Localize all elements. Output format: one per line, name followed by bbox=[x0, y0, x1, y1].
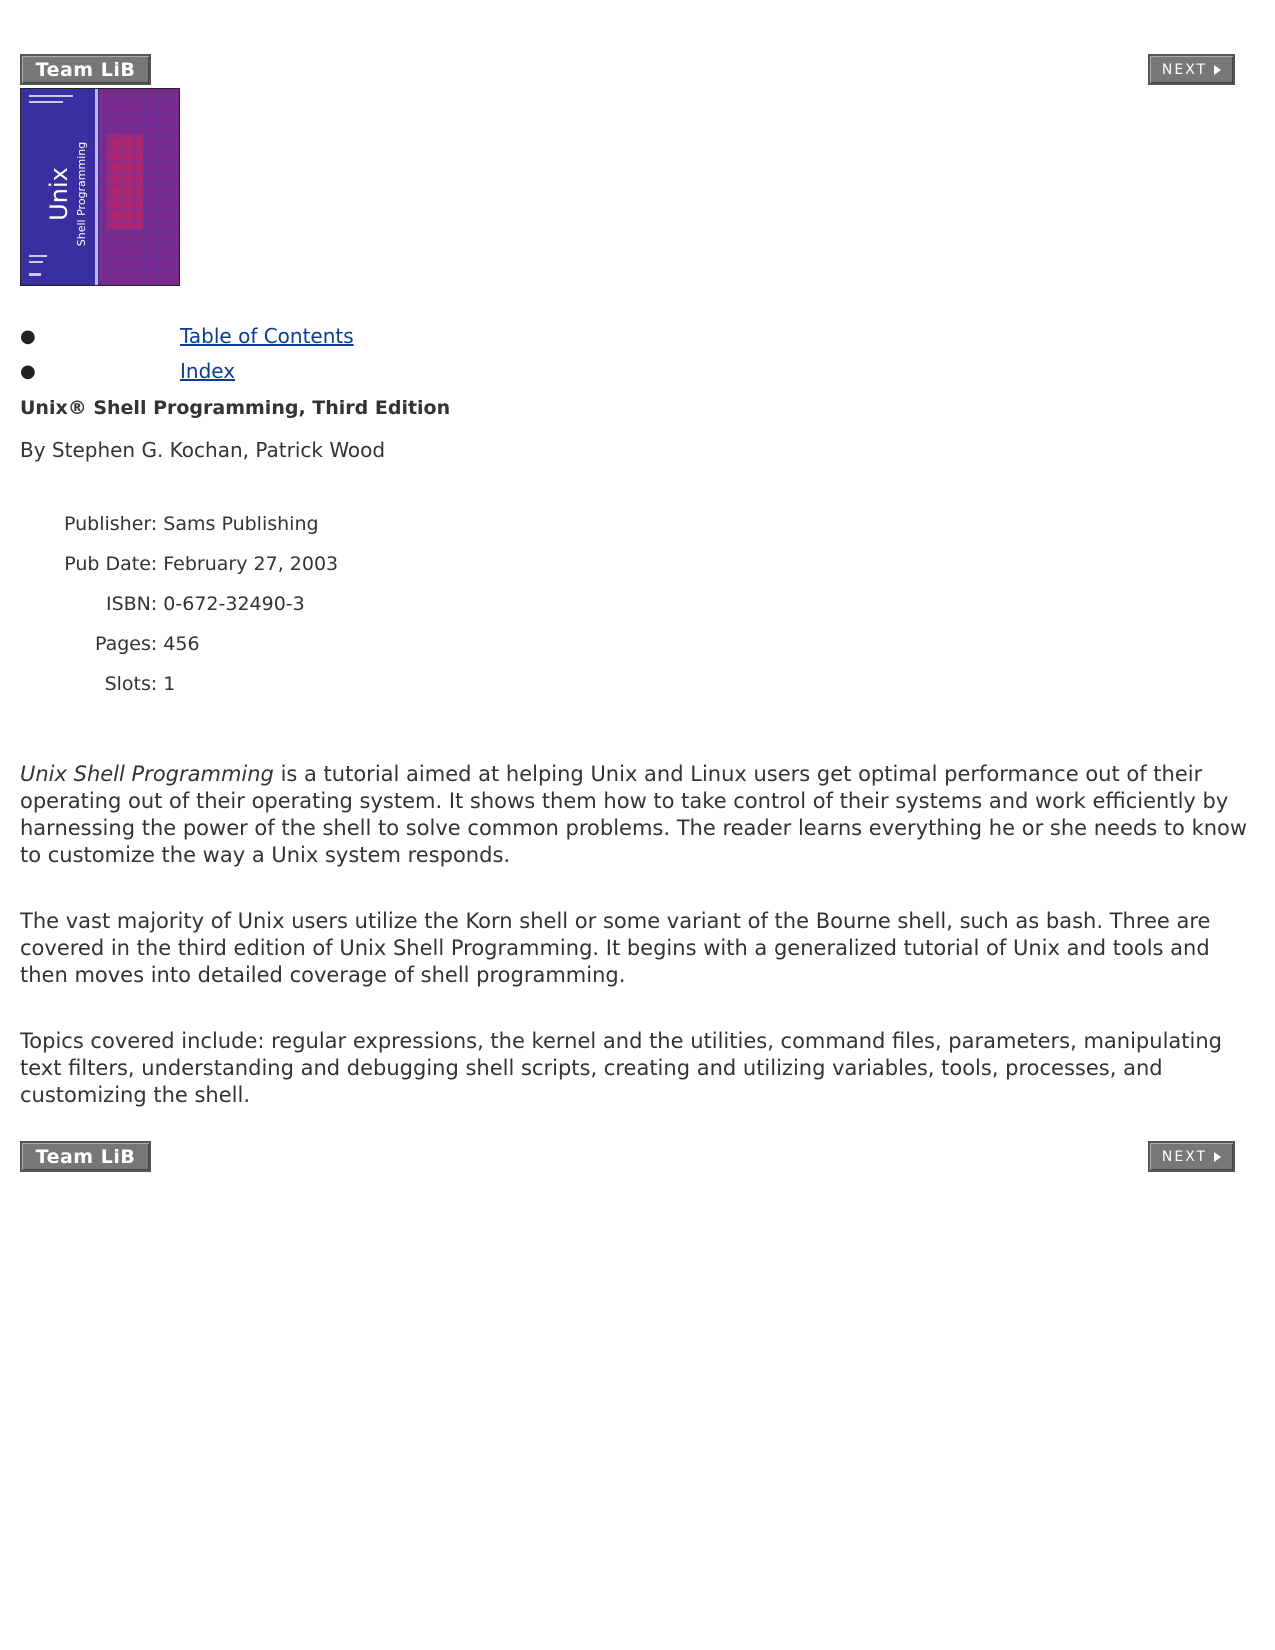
cover-title: Unix bbox=[45, 167, 73, 221]
book-title-emphasis: Unix Shell Programming bbox=[20, 762, 274, 786]
meta-value: 456 bbox=[163, 633, 200, 655]
book-title: Unix® Shell Programming, Third Edition bbox=[20, 397, 451, 419]
meta-key: Pages: bbox=[94, 633, 158, 655]
team-lib-label: Team LiB bbox=[35, 58, 136, 81]
meta-key: Pub Date: bbox=[64, 553, 158, 575]
book-metadata-table bbox=[64, 513, 338, 713]
chevron-right-icon bbox=[1214, 1152, 1221, 1162]
table-row bbox=[64, 553, 338, 593]
table-row bbox=[64, 633, 338, 673]
meta-key: ISBN: bbox=[105, 593, 158, 615]
meta-value: 0-672-32490-3 bbox=[163, 593, 305, 615]
meta-value: 1 bbox=[163, 673, 176, 695]
index-link[interactable]: Index bbox=[180, 359, 236, 383]
next-button-top[interactable] bbox=[1148, 54, 1235, 85]
table-of-contents-link[interactable]: Table of Contents bbox=[180, 324, 354, 348]
cover-subtitle: Shell Programming bbox=[75, 141, 88, 247]
next-button-bottom[interactable] bbox=[1148, 1141, 1235, 1172]
table-row bbox=[64, 673, 338, 713]
meta-key: Slots: bbox=[104, 673, 158, 695]
bullet-icon: ● bbox=[20, 361, 36, 382]
description-paragraph-3: Topics covered include: regular expressions, the kernel and the utilities, command files, parameters, manipulating text filters, understanding and debugging shell scripts, creating and utilizing variables, tools, processes, and customizing the shell. bbox=[20, 1029, 1222, 1107]
meta-value: February 27, 2003 bbox=[163, 553, 339, 575]
description-text: is a tutorial aimed at helping Unix and Linux users get optimal performance out of their operating out of their operating system. It shows them how to take control of their systems and work efficiently by harnessing the power of the shell to solve common problems. The reader learns everything he or she needs to know to customize the way a Unix system responds. bbox=[20, 762, 1248, 867]
book-cover-image bbox=[20, 88, 180, 286]
chevron-right-icon bbox=[1214, 65, 1221, 75]
team-lib-button-top[interactable] bbox=[20, 54, 151, 85]
next-label: NEXT bbox=[1161, 1148, 1208, 1165]
meta-key: Publisher: bbox=[64, 513, 158, 535]
next-label: NEXT bbox=[1161, 61, 1208, 78]
meta-value: Sams Publishing bbox=[163, 513, 319, 535]
table-row bbox=[64, 593, 338, 633]
table-row bbox=[64, 513, 338, 553]
bullet-icon: ● bbox=[20, 326, 36, 347]
description-paragraph-1 bbox=[20, 761, 1260, 869]
team-lib-label: Team LiB bbox=[35, 1145, 136, 1168]
description-paragraph-2: The vast majority of Unix users utilize the Korn shell or some variant of the Bourne shell, such as bash. Three are covered in the third edition of Unix Shell Programming. It begins with a generalized tutorial of Unix and tools and then moves into detailed coverage of shell programming. bbox=[20, 909, 1211, 987]
team-lib-button-bottom[interactable] bbox=[20, 1141, 151, 1172]
byline: By Stephen G. Kochan, Patrick Wood bbox=[20, 438, 386, 462]
